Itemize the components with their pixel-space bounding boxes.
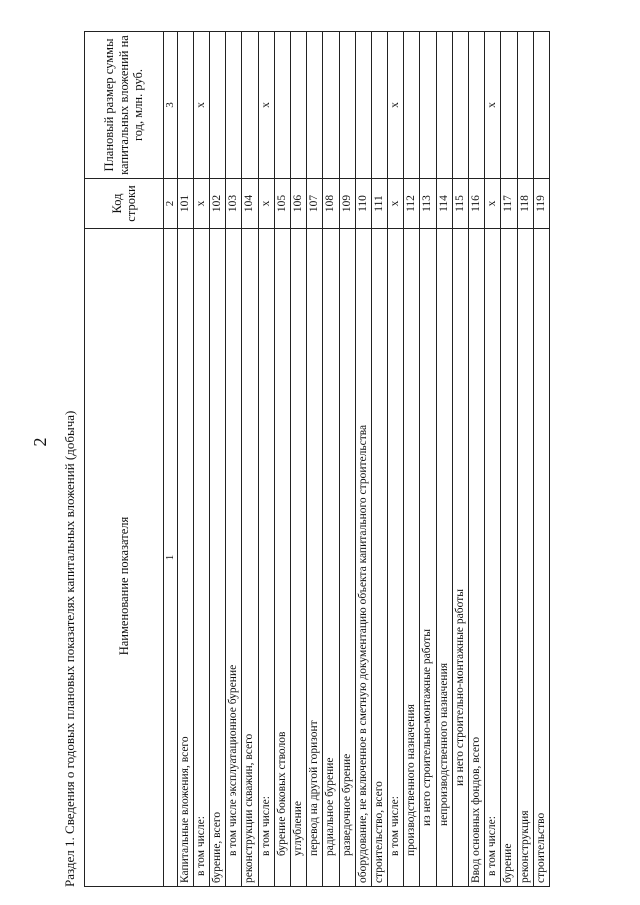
planned-amount-cell[interactable] [323,32,339,179]
planned-amount-cell[interactable] [274,32,290,179]
column-number-row [164,32,178,887]
row-code-cell: 116 [469,179,485,229]
table-row [307,32,323,887]
planned-amount-cell[interactable] [517,32,533,179]
indicator-name-cell: в том числе эксплуатационное бурение [226,229,242,887]
table-row [533,32,549,887]
planned-amount-cell[interactable]: x [388,32,404,179]
row-code-cell: 118 [517,179,533,229]
row-code-cell: 103 [226,179,242,229]
indicator-name-cell: бурение [501,229,517,887]
indicator-name-cell: радиальное бурение [323,229,339,887]
planned-amount-cell[interactable] [501,32,517,179]
indicator-name-cell: непроизводственного назначения [436,229,452,887]
table-row [339,32,355,887]
indicator-name-cell: строительство [533,229,549,887]
planned-amount-cell[interactable] [210,32,226,179]
column-number: 3 [164,32,178,179]
planned-amount-cell[interactable] [290,32,306,179]
header-row-code: Код строки [85,179,164,229]
indicator-name-cell: строительство, всего [371,229,387,887]
row-code-cell: x [258,179,274,229]
planned-amount-cell[interactable] [469,32,485,179]
row-code-cell: 106 [290,179,306,229]
indicator-name-cell: из него строительно-монтажные работы [420,229,436,887]
row-code-cell: 101 [177,179,193,229]
row-code-cell: 107 [307,179,323,229]
planned-amount-cell[interactable] [242,32,258,179]
header-planned-amount: Плановый размер суммы капитальных вложений на год, млн. руб. [85,32,164,179]
planned-amount-cell[interactable] [307,32,323,179]
table-body [177,32,549,887]
planned-amount-cell[interactable] [355,32,371,179]
section-title: Раздел 1. Сведения о годовых плановых показателях капитальных вложений (добыча) [62,410,77,887]
indicator-name-cell: оборудование, не включенное в сметную документацию объекта капитального строительства [355,229,371,887]
indicator-name-cell: в том числе: [485,229,501,887]
row-code-cell: 119 [533,179,549,229]
table-row [193,32,209,887]
row-code-cell: 104 [242,179,258,229]
row-code-cell: 112 [404,179,420,229]
indicator-name-cell: разведочное бурение [339,229,355,887]
planned-amount-cell[interactable] [452,32,468,179]
indicator-name-cell: производственного назначения [404,229,420,887]
row-code-cell: 108 [323,179,339,229]
row-code-cell: x [388,179,404,229]
row-code-cell: 105 [274,179,290,229]
table-row [226,32,242,887]
indicator-name-cell: Капитальные вложения, всего [177,229,193,887]
planned-amount-cell[interactable] [436,32,452,179]
table-row [371,32,387,887]
row-code-cell: 111 [371,179,387,229]
row-code-cell: 110 [355,179,371,229]
table-row [258,32,274,887]
table-row [404,32,420,887]
table-row [388,32,404,887]
indicator-name-cell: углубление [290,229,306,887]
table-row [436,32,452,887]
indicator-name-cell: в том числе: [258,229,274,887]
page-number: 2 [30,437,50,447]
table-row [469,32,485,887]
planned-amount-cell[interactable] [404,32,420,179]
indicator-name-cell: из него строительно-монтажные работы [452,229,468,887]
column-number: 1 [164,229,178,887]
table-row [355,32,371,887]
planned-amount-cell[interactable]: x [258,32,274,179]
row-code-cell: x [485,179,501,229]
row-code-cell: 114 [436,179,452,229]
row-code-cell: 117 [501,179,517,229]
planned-amount-cell[interactable] [420,32,436,179]
indicator-name-cell: бурение, всего [210,229,226,887]
indicator-name-cell: в том числе: [193,229,209,887]
table-row [485,32,501,887]
table-row [420,32,436,887]
row-code-cell: 115 [452,179,468,229]
row-code-cell: 113 [420,179,436,229]
table-row [323,32,339,887]
indicator-name-cell: в том числе: [388,229,404,887]
indicator-name-cell: реконструкция [517,229,533,887]
indicator-name-cell: перевод на другой горизонт [307,229,323,887]
table-row [517,32,533,887]
row-code-cell: x [193,179,209,229]
planned-amount-cell[interactable]: x [485,32,501,179]
row-code-cell: 109 [339,179,355,229]
planned-amount-cell[interactable] [339,32,355,179]
table-row [274,32,290,887]
planned-amount-cell[interactable] [226,32,242,179]
row-code-cell: 102 [210,179,226,229]
table-row [452,32,468,887]
column-number: 2 [164,179,178,229]
table-row [242,32,258,887]
table-row [501,32,517,887]
table-row [290,32,306,887]
planned-amount-cell[interactable] [371,32,387,179]
planned-amount-cell[interactable]: x [193,32,209,179]
header-indicator-name: Наименование показателя [85,229,164,887]
indicator-name-cell: Ввод основных фондов, всего [469,229,485,887]
planned-amount-cell[interactable] [533,32,549,179]
planned-amount-cell[interactable] [177,32,193,179]
table-row [210,32,226,887]
table-row [177,32,193,887]
indicator-name-cell: бурение боковых стволов [274,229,290,887]
capital-investment-table [84,31,550,887]
indicator-name-cell: реконструкции скважин, всего [242,229,258,887]
table-header-row [85,32,164,887]
